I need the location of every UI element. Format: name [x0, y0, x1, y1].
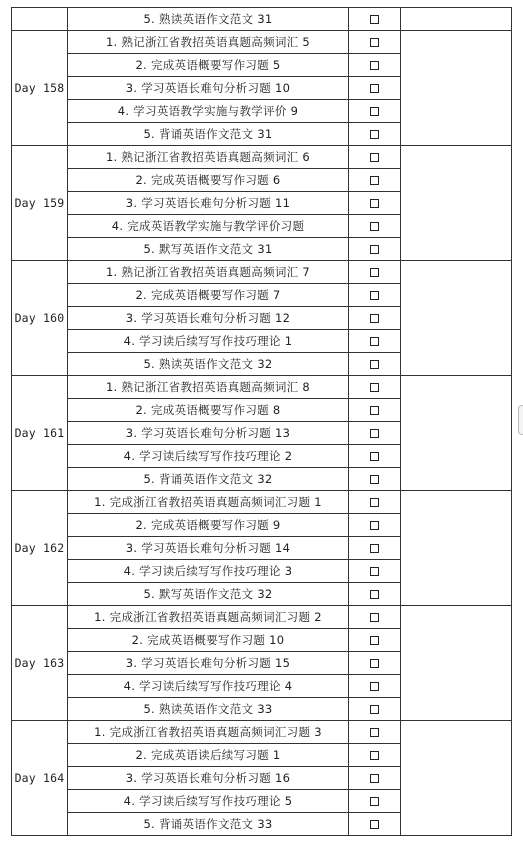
checkbox[interactable]: [370, 682, 379, 691]
task-cell: 2. 完成英语概要写作习题 9: [68, 514, 349, 537]
table-row: [12, 261, 512, 284]
day-label: Day 163: [12, 606, 68, 721]
task-cell: 5. 默写英语作文范文 32: [68, 583, 349, 606]
checkbox[interactable]: [370, 222, 379, 231]
checkbox[interactable]: [370, 452, 379, 461]
checkbox-cell: [349, 54, 401, 77]
task-cell: 3. 学习英语长难句分析习题 11: [68, 192, 349, 215]
checkbox[interactable]: [370, 406, 379, 415]
table-row: [12, 8, 512, 31]
task-cell: 4. 学习读后续写写作技巧理论 1: [68, 330, 349, 353]
checkbox[interactable]: [370, 613, 379, 622]
task-cell: 5. 背诵英语作文范文 31: [68, 123, 349, 146]
checkbox-cell: [349, 8, 401, 31]
study-schedule-body: [12, 8, 512, 836]
task-cell: 2. 完成英语概要写作习题 7: [68, 284, 349, 307]
checkbox[interactable]: [370, 820, 379, 829]
task-cell: 1. 完成浙江省教招英语真题高频词汇习题 3: [68, 721, 349, 744]
checkbox[interactable]: [370, 590, 379, 599]
checkbox[interactable]: [370, 291, 379, 300]
checkbox-cell: [349, 399, 401, 422]
table-row: [12, 376, 512, 399]
checkbox[interactable]: [370, 728, 379, 737]
task-cell: 4. 学习读后续写写作技巧理论 5: [68, 790, 349, 813]
task-cell: 1. 熟记浙江省教招英语真题高频词汇 7: [68, 261, 349, 284]
checkbox-cell: [349, 675, 401, 698]
checkbox-cell: [349, 192, 401, 215]
checkbox-cell: [349, 261, 401, 284]
checkbox[interactable]: [370, 61, 379, 70]
task-cell: 1. 熟记浙江省教招英语真题高频词汇 8: [68, 376, 349, 399]
checkbox[interactable]: [370, 38, 379, 47]
checkbox[interactable]: [370, 774, 379, 783]
checkbox-cell: [349, 31, 401, 54]
day-label: Day 159: [12, 146, 68, 261]
checkbox[interactable]: [370, 705, 379, 714]
day-cell-empty: [12, 8, 68, 31]
checkbox-cell: [349, 307, 401, 330]
task-cell: 1. 熟记浙江省教招英语真题高频词汇 6: [68, 146, 349, 169]
notes-cell: [401, 146, 512, 261]
task-cell: 4. 完成英语教学实施与教学评价习题: [68, 215, 349, 238]
checkbox-cell: [349, 652, 401, 675]
checkbox-cell: [349, 744, 401, 767]
checkbox-cell: [349, 468, 401, 491]
task-cell: 5. 默写英语作文范文 31: [68, 238, 349, 261]
notes-cell: [401, 261, 512, 376]
checkbox-cell: [349, 537, 401, 560]
checkbox-cell: [349, 491, 401, 514]
checkbox[interactable]: [370, 153, 379, 162]
task-cell: 4. 学习读后续写写作技巧理论 3: [68, 560, 349, 583]
day-label: Day 164: [12, 721, 68, 836]
task-cell: 3. 学习英语长难句分析习题 14: [68, 537, 349, 560]
notes-cell: [401, 31, 512, 146]
notes-cell: [401, 376, 512, 491]
checkbox-cell: [349, 100, 401, 123]
checkbox[interactable]: [370, 130, 379, 139]
checkbox[interactable]: [370, 498, 379, 507]
checkbox-cell: [349, 284, 401, 307]
checkbox[interactable]: [370, 199, 379, 208]
task-cell: 4. 学习英语教学实施与教学评价 9: [68, 100, 349, 123]
checkbox[interactable]: [370, 475, 379, 484]
checkbox-cell: [349, 721, 401, 744]
checkbox[interactable]: [370, 751, 379, 760]
task-cell: 2. 完成英语读后续写习题 1: [68, 744, 349, 767]
day-label: Day 160: [12, 261, 68, 376]
checkbox-cell: [349, 629, 401, 652]
checkbox-cell: [349, 215, 401, 238]
checkbox-cell: [349, 238, 401, 261]
day-label: Day 158: [12, 31, 68, 146]
task-cell: 3. 学习英语长难句分析习题 13: [68, 422, 349, 445]
checkbox[interactable]: [370, 107, 379, 116]
side-scroll-tab[interactable]: [518, 405, 523, 435]
day-label: Day 162: [12, 491, 68, 606]
task-cell: 5. 熟读英语作文范文 31: [68, 8, 349, 31]
checkbox-cell: [349, 583, 401, 606]
task-cell: 5. 背诵英语作文范文 33: [68, 813, 349, 836]
checkbox-cell: [349, 606, 401, 629]
checkbox[interactable]: [370, 360, 379, 369]
task-cell: 1. 完成浙江省教招英语真题高频词汇习题 2: [68, 606, 349, 629]
task-cell: 3. 学习英语长难句分析习题 15: [68, 652, 349, 675]
notes-cell: [401, 491, 512, 606]
checkbox[interactable]: [370, 636, 379, 645]
checkbox-cell: [349, 560, 401, 583]
checkbox-cell: [349, 77, 401, 100]
checkbox[interactable]: [370, 84, 379, 93]
task-cell: 1. 熟记浙江省教招英语真题高频词汇 5: [68, 31, 349, 54]
table-row: [12, 31, 512, 54]
table-row: [12, 721, 512, 744]
checkbox[interactable]: [370, 797, 379, 806]
checkbox[interactable]: [370, 429, 379, 438]
task-cell: 3. 学习英语长难句分析习题 10: [68, 77, 349, 100]
checkbox-cell: [349, 698, 401, 721]
checkbox[interactable]: [370, 314, 379, 323]
table-row: [12, 606, 512, 629]
task-cell: 2. 完成英语概要写作习题 5: [68, 54, 349, 77]
task-cell: 2. 完成英语概要写作习题 10: [68, 629, 349, 652]
checkbox-cell: [349, 123, 401, 146]
checkbox[interactable]: [370, 176, 379, 185]
checkbox-cell: [349, 445, 401, 468]
notes-cell: [401, 721, 512, 836]
table-row: [12, 146, 512, 169]
checkbox-cell: [349, 514, 401, 537]
task-cell: 1. 完成浙江省教招英语真题高频词汇习题 1: [68, 491, 349, 514]
task-cell: 3. 学习英语长难句分析习题 16: [68, 767, 349, 790]
task-cell: 5. 熟读英语作文范文 32: [68, 353, 349, 376]
checkbox[interactable]: [370, 337, 379, 346]
task-cell: 2. 完成英语概要写作习题 6: [68, 169, 349, 192]
checkbox-cell: [349, 353, 401, 376]
checkbox-cell: [349, 330, 401, 353]
checkbox[interactable]: [370, 15, 379, 24]
checkbox[interactable]: [370, 383, 379, 392]
checkbox-cell: [349, 790, 401, 813]
checkbox-cell: [349, 146, 401, 169]
checkbox-cell: [349, 813, 401, 836]
checkbox[interactable]: [370, 544, 379, 553]
checkbox-cell: [349, 422, 401, 445]
task-cell: 5. 背诵英语作文范文 32: [68, 468, 349, 491]
task-cell: 4. 学习读后续写写作技巧理论 4: [68, 675, 349, 698]
checkbox-cell: [349, 169, 401, 192]
checkbox[interactable]: [370, 567, 379, 576]
notes-cell: [401, 8, 512, 31]
checkbox[interactable]: [370, 659, 379, 668]
checkbox-cell: [349, 767, 401, 790]
day-label: Day 161: [12, 376, 68, 491]
checkbox[interactable]: [370, 245, 379, 254]
study-schedule-table: [11, 7, 512, 836]
checkbox-cell: [349, 376, 401, 399]
checkbox[interactable]: [370, 268, 379, 277]
task-cell: 2. 完成英语概要写作习题 8: [68, 399, 349, 422]
checkbox[interactable]: [370, 521, 379, 530]
task-cell: 4. 学习读后续写写作技巧理论 2: [68, 445, 349, 468]
task-cell: 5. 熟读英语作文范文 33: [68, 698, 349, 721]
table-row: [12, 491, 512, 514]
task-cell: 3. 学习英语长难句分析习题 12: [68, 307, 349, 330]
notes-cell: [401, 606, 512, 721]
